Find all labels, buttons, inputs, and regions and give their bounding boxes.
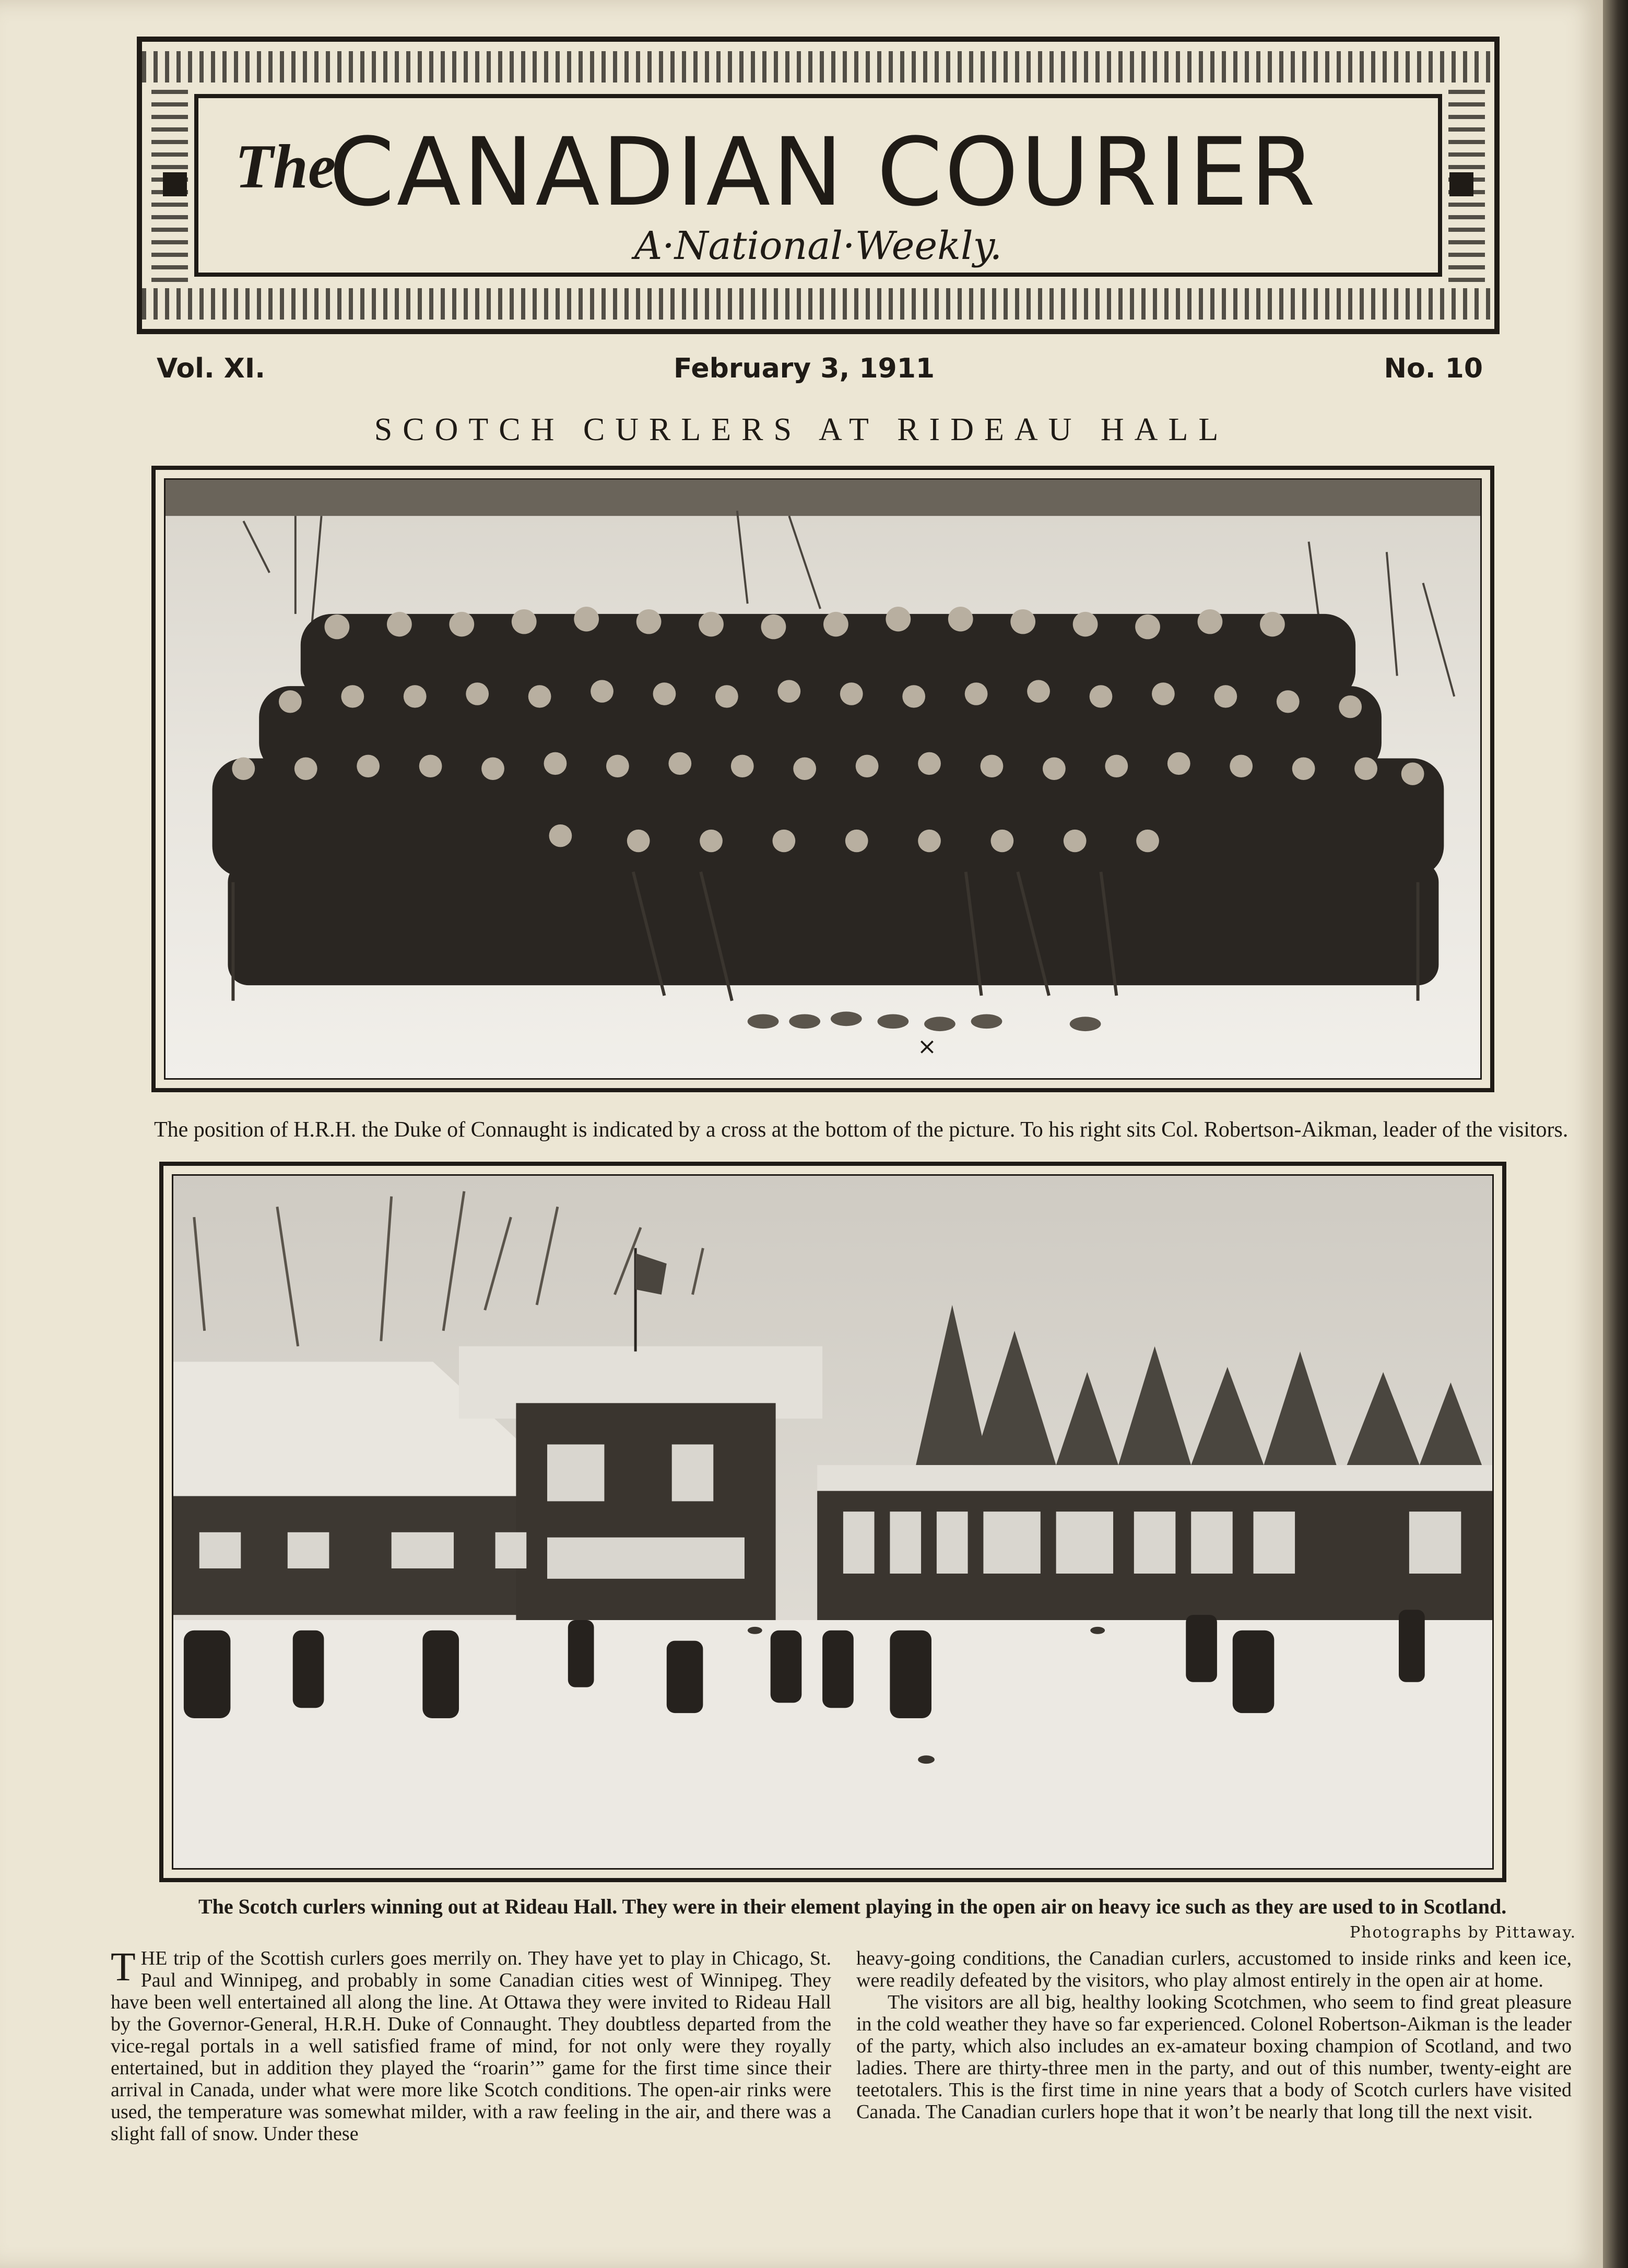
issue-date: February 3, 1911 bbox=[674, 353, 935, 384]
corner-ornament-icon bbox=[1449, 172, 1473, 196]
bottom-photo-caption: The Scotch curlers winning out at Rideau Hall. They were in their element playing in the open air on heavy ice such as they are used to in Scotland. bbox=[198, 1895, 1507, 1918]
masthead bbox=[137, 37, 1500, 334]
headline: SCOTCH CURLERS AT RIDEAU HALL bbox=[374, 412, 1229, 447]
ornamental-border-top bbox=[142, 51, 1494, 82]
drop-cap: T bbox=[111, 1944, 136, 1989]
page-edge bbox=[1603, 0, 1628, 2268]
masthead-panel bbox=[194, 94, 1442, 277]
article-text-1: HE trip of the Scottish curlers goes merrily on. They have yet to play in Chicago, St. Paul and Winnipeg, and probably in some Canadian cities west of Winnipeg. They have been well entertained all along the line. At Ottawa they were invited to Rideau Hall by the Governor-General, H.R.H. Duke of Connaught. They doubtless departed from the vice-regal portals in a well satisfied frame of mind, for not only were they royally entertained, but in addition they played the “roarin’” game for the first time since their arrival in Canada, under what were more like Scotch conditions. The open-air rinks were used, the temperature was somewhat milder, with a raw feeling in the air, and there was a slight fall of snow. Under these bbox=[111, 1947, 831, 2145]
masthead-title-prefix: The bbox=[235, 132, 336, 201]
issue-number: No. 10 bbox=[1384, 353, 1483, 384]
photo-credit: Photographs by Pittaway. bbox=[1350, 1923, 1577, 1942]
duke-position-cross: × bbox=[917, 1033, 937, 1060]
article-column-1 bbox=[111, 1944, 831, 2145]
issue-volume: Vol. XI. bbox=[157, 353, 265, 384]
article-column-2 bbox=[856, 1947, 1572, 2123]
article-paragraph-1 bbox=[111, 1944, 831, 2145]
rink-photo bbox=[172, 1174, 1494, 1870]
top-photo-caption: The position of H.R.H. the Duke of Connaught is indicated by a cross at the bottom of the picture. To his right sits Col. Robertson-Aikman, leader of the visitors. bbox=[154, 1118, 1568, 1142]
group-photo bbox=[164, 478, 1482, 1080]
article-paragraph-2: heavy-going conditions, the Canadian curlers, accustomed to inside rinks and keen ice, were readily defeated by the visitors, who play almost entirely in the open air at home. bbox=[856, 1947, 1572, 1991]
rink-photo-frame bbox=[159, 1162, 1506, 1882]
issue-line bbox=[157, 353, 1483, 389]
masthead-title: CANADIAN COURIER bbox=[329, 118, 1318, 227]
masthead-subtitle: A·National·Weekly. bbox=[634, 223, 1002, 268]
article-paragraph-3: The visitors are all big, healthy looking Scotchmen, who seem to find great pleasure in the cold weather they have so far experienced. Colonel Robertson-Aikman is the leader of the party, which also includes an ex-amateur boxing champion of Scotland, and two ladies. There are thirty-three men in the party, and out of this number, twenty-eight are teetotalers. This is the first time in nine years that a body of Scotch curlers have visited Canada. The Canadian curlers hope that it won’t be nearly that long till the next visit. bbox=[856, 1991, 1572, 2123]
ornamental-border-bottom bbox=[142, 288, 1494, 320]
group-photo-frame bbox=[151, 466, 1494, 1092]
corner-ornament-icon bbox=[163, 172, 187, 196]
